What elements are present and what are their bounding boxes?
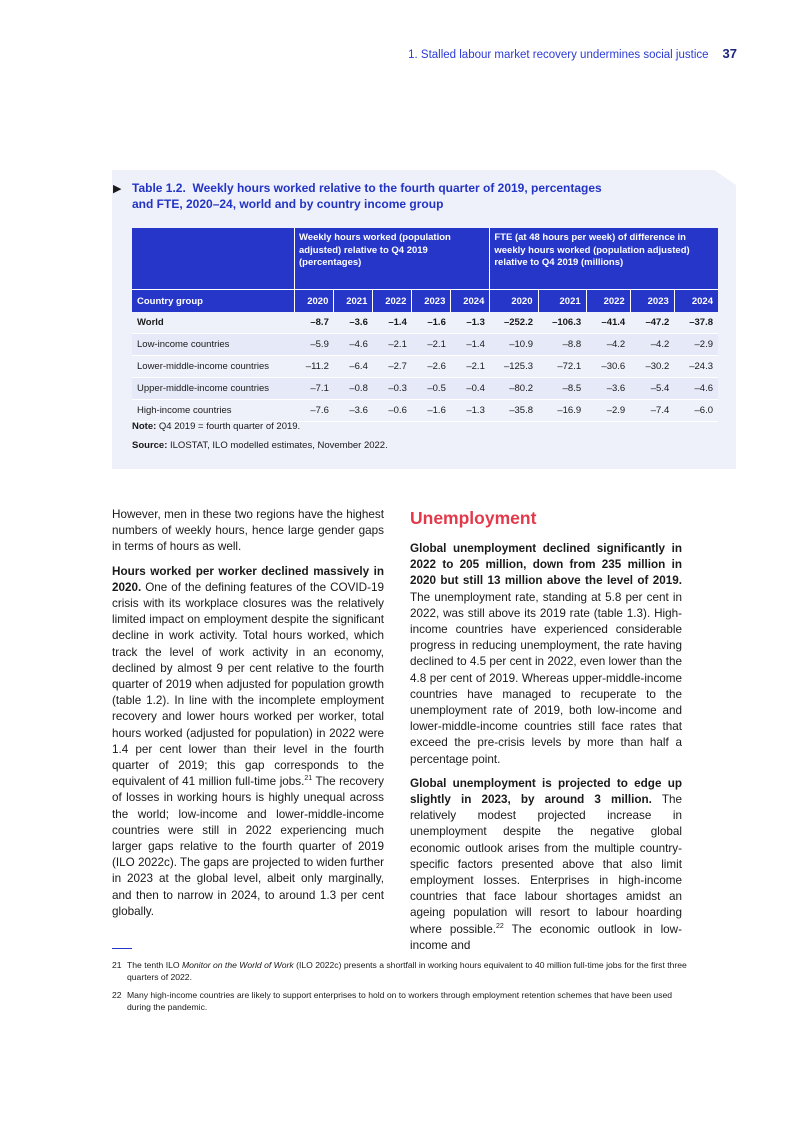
page-number: 37 xyxy=(722,46,737,61)
table-caption xyxy=(113,181,602,212)
footnote-rule xyxy=(112,948,132,949)
table-cell: –0.5 xyxy=(412,378,451,400)
table-cell: –7.4 xyxy=(630,400,674,422)
table-cell: –16.9 xyxy=(538,400,586,422)
lead-sentence: Global unemployment declined significantly in 2022 to 205 million, down from 235 million in 2020 but still 13 million above the level of 2019. xyxy=(410,542,682,588)
header-blank-cell xyxy=(132,228,295,290)
lead-sentence: Global unemployment is projected to edge up slightly in 2023, by around 3 million. xyxy=(410,776,682,807)
row-label: World xyxy=(132,312,295,334)
paragraph-text: The relatively modest projected increase in unemployment despite the negative global economic outlook arises from the multiple country-specific factors presented above that also limit employment losses. Enterprises in high-income countries that face labour shortages amidst an ageing population will resort to labour hoarding where possible. xyxy=(410,793,682,936)
table-cell: –5.4 xyxy=(630,378,674,400)
table-cell: –2.9 xyxy=(674,334,718,356)
table-cell: –2.9 xyxy=(586,400,630,422)
table-cell: –41.4 xyxy=(586,312,630,334)
hours-table xyxy=(132,228,718,422)
year-header: 2023 xyxy=(412,290,451,313)
left-column xyxy=(112,507,384,928)
footnote-text: Many high-income countries are likely to support enterprises to hold on to workers through employment retention schemes that have been used during the pandemic. xyxy=(127,990,673,1012)
paragraph-text: The unemployment rate, standing at 5.8 per cent in 2022, was still above its 2019 rate (table 1.3). High-income countries have experienced considerable progress in reducing unemployment, the rate having declined to 4.5 per cent in 2022, even lower than the 4.8 per cent of 2019. Whereas upper-middle-income countries have managed to recuperate to the unemployment rate of 2019, both low-income and lower-middle-income countries still face rates that exceed the pre-crisis levels by more than half a percentage point. xyxy=(410,590,682,766)
note-label: Note: xyxy=(132,421,157,432)
table-cell: –106.3 xyxy=(538,312,586,334)
year-header: 2020 xyxy=(490,290,538,313)
table-cell: –7.1 xyxy=(295,378,334,400)
year-header: 2024 xyxy=(674,290,718,313)
source-text: ILOSTAT, ILO modelled estimates, November 2022. xyxy=(167,440,388,451)
running-title: 1. Stalled labour market recovery undermines social justice xyxy=(408,49,709,61)
footnote-text: The tenth ILO xyxy=(127,960,182,970)
caption-label: Table 1.2. xyxy=(132,181,186,195)
footnote-text: (ILO 2022c) presents a shortfall in working hours equivalent to 40 million full-time jobs for the first three quarters of 2022. xyxy=(127,960,687,982)
table-row xyxy=(132,400,718,422)
table-cell: –4.2 xyxy=(586,334,630,356)
table-cell: –8.8 xyxy=(538,334,586,356)
table-source xyxy=(132,440,388,451)
table-cell: –72.1 xyxy=(538,356,586,378)
table-cell: –2.6 xyxy=(412,356,451,378)
paragraph xyxy=(410,541,682,768)
footnote-ref[interactable]: 22 xyxy=(495,922,504,930)
table-cell: –7.6 xyxy=(295,400,334,422)
table-cell: –6.4 xyxy=(334,356,373,378)
table-cell: –47.2 xyxy=(630,312,674,334)
footnote-number: 21 xyxy=(112,960,122,970)
paragraph-text: The recovery of losses in working hours is highly unequal across the world; low-income and lower-middle-income countries were still in 2022 experiencing much larger gaps relative to the fourth quarter of 2019 (ILO 2022c). The gaps are projected to widen further in 2023 at the global level, albeit only marginally, and then to narrow in 2024, to around 1.3 per cent globally. xyxy=(112,775,384,918)
table-row xyxy=(132,356,718,378)
year-header: 2022 xyxy=(586,290,630,313)
table-cell: –0.4 xyxy=(451,378,490,400)
table-cell: –3.6 xyxy=(334,312,373,334)
table-cell: –4.2 xyxy=(630,334,674,356)
caption-text: Weekly hours worked relative to the fourth quarter of 2019, percentages and FTE, 2020–24, world and by country income group xyxy=(132,181,602,211)
year-header: 2023 xyxy=(630,290,674,313)
table-cell: –11.2 xyxy=(295,356,334,378)
footnote-italic: Monitor on the World of Work xyxy=(181,960,294,970)
table-cell: –37.8 xyxy=(674,312,718,334)
table-cell: –0.3 xyxy=(373,378,412,400)
footnote xyxy=(112,959,697,983)
table-row xyxy=(132,312,718,334)
paragraph-text: The economic outlook in low-income and xyxy=(410,922,682,952)
paragraph xyxy=(410,776,682,954)
year-header: 2021 xyxy=(334,290,373,313)
table-cell: –35.8 xyxy=(490,400,538,422)
footnote-ref[interactable]: 21 xyxy=(304,775,313,783)
row-label: Low-income countries xyxy=(132,334,295,356)
table-cell: –1.4 xyxy=(451,334,490,356)
table-cell: –125.3 xyxy=(490,356,538,378)
table-cell: –1.4 xyxy=(373,312,412,334)
table-cell: –6.0 xyxy=(674,400,718,422)
caption-arrow-icon: ▶ xyxy=(113,183,122,195)
table-cell: –252.2 xyxy=(490,312,538,334)
table-cell: –3.6 xyxy=(334,400,373,422)
paragraph xyxy=(112,564,384,920)
row-label: Lower-middle-income countries xyxy=(132,356,295,378)
lead-sentence: Hours worked per worker declined massively in 2020. xyxy=(112,564,384,594)
table-cell: –4.6 xyxy=(334,334,373,356)
row-label: Upper-middle-income countries xyxy=(132,378,295,400)
table-cell: –24.3 xyxy=(674,356,718,378)
section-heading: Unemployment xyxy=(410,508,537,528)
table-note xyxy=(132,421,300,432)
table-cell: –2.1 xyxy=(412,334,451,356)
year-header: 2024 xyxy=(451,290,490,313)
table-cell: –0.6 xyxy=(373,400,412,422)
table-cell: –1.3 xyxy=(451,400,490,422)
group-header-fte: FTE (at 48 hours per week) of difference in weekly hours worked (population adjusted) relative to Q4 2019 (millions) xyxy=(490,228,718,290)
footnote-number: 22 xyxy=(112,990,122,1000)
paragraph: However, men in these two regions have the highest numbers of weekly hours, hence large gender gaps in terms of hours as well. xyxy=(112,508,384,554)
table-cell: –4.6 xyxy=(674,378,718,400)
table-cell: –1.3 xyxy=(451,312,490,334)
right-column xyxy=(410,507,682,962)
table-cell: –2.1 xyxy=(373,334,412,356)
note-text: Q4 2019 = fourth quarter of 2019. xyxy=(156,421,301,432)
table-row xyxy=(132,334,718,356)
paragraph-text: One of the defining features of the COVID-19 crisis with its workplace closures was the relatively limited impact on employment despite the significant decline in work activity. Total hours worked, which track the level of work activity in an economy, declined by almost 9 per cent relative to the fourth quarter of 2019 when adjusted for population growth (table 1.2). In line with the incomplete employment recovery and lower hours worked per worker, total hours worked (adjusted for population) in 2022 were 1.4 per cent lower than their level in the fourth quarter of 2019; this gap corresponds to the equivalent of 41 million full-time jobs. xyxy=(112,580,384,789)
table-cell: –0.8 xyxy=(334,378,373,400)
table-cell: –2.7 xyxy=(373,356,412,378)
table-cell: –2.1 xyxy=(451,356,490,378)
table-cell: –1.6 xyxy=(412,312,451,334)
table-cell: –8.7 xyxy=(295,312,334,334)
table-cell: –5.9 xyxy=(295,334,334,356)
year-header: 2021 xyxy=(538,290,586,313)
table-cell: –8.5 xyxy=(538,378,586,400)
table-cell: –1.6 xyxy=(412,400,451,422)
footnote xyxy=(112,989,697,1013)
running-header xyxy=(408,46,737,61)
table-row xyxy=(132,378,718,400)
source-label: Source: xyxy=(132,440,168,451)
row-header: Country group xyxy=(132,290,295,313)
row-label: High-income countries xyxy=(132,400,295,422)
table-cell: –80.2 xyxy=(490,378,538,400)
year-header: 2022 xyxy=(373,290,412,313)
table-cell: –3.6 xyxy=(586,378,630,400)
table-cell: –30.2 xyxy=(630,356,674,378)
table-cell: –10.9 xyxy=(490,334,538,356)
table-cell: –30.6 xyxy=(586,356,630,378)
year-header: 2020 xyxy=(295,290,334,313)
group-header-weekly-hours: Weekly hours worked (population adjusted) relative to Q4 2019 (percentages) xyxy=(295,228,490,290)
